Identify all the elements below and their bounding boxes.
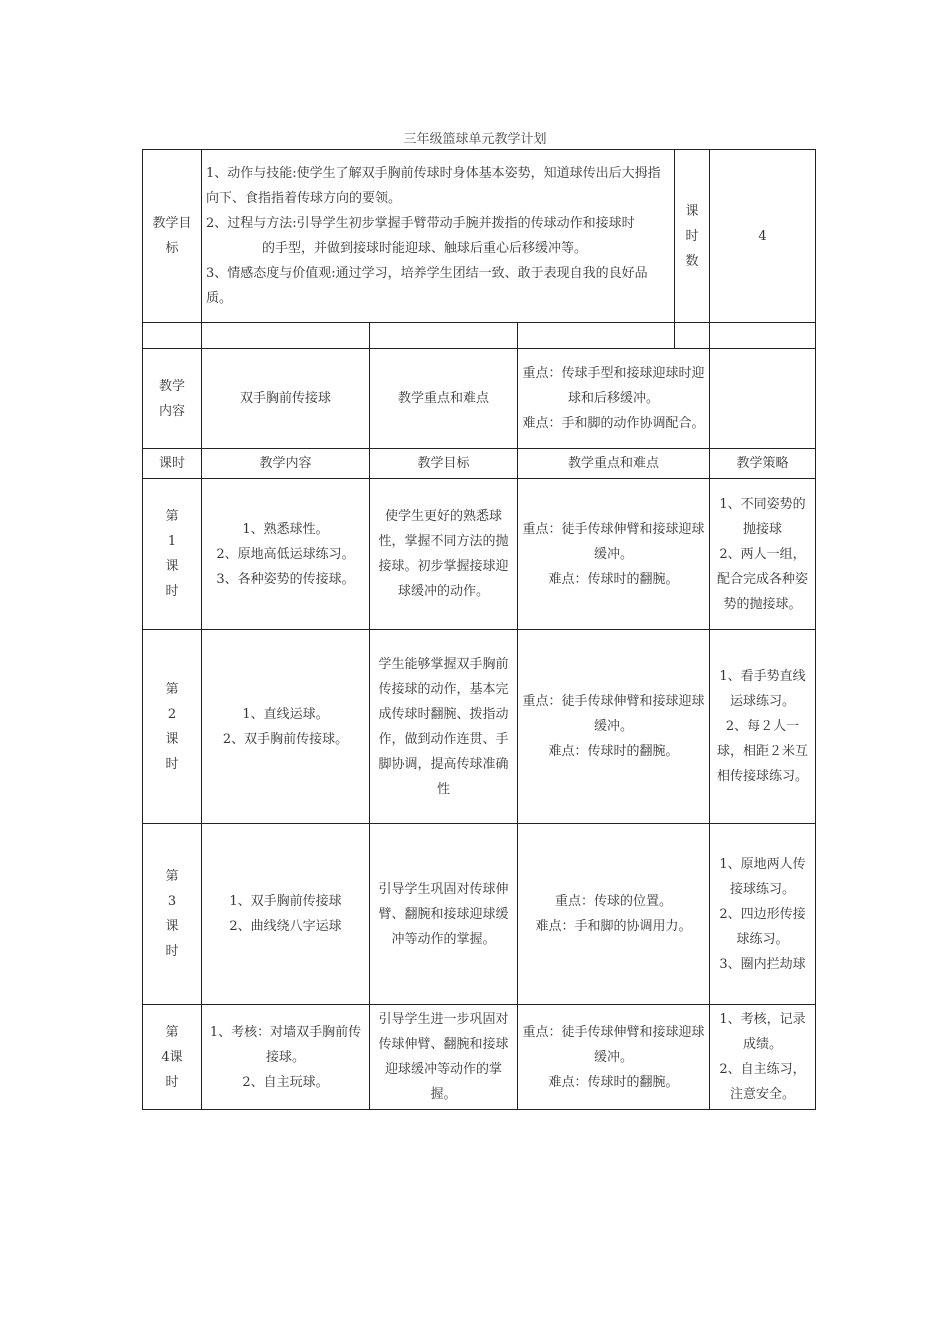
header-content: 教学内容	[202, 449, 370, 479]
lesson-key: 重点：徒手传球伸臂和接球迎球缓冲。 难点：传球时的翻腕。	[518, 1005, 710, 1110]
goals-row	[143, 150, 816, 323]
lesson-key: 重点：徒手传球伸臂和接球迎球缓冲。 难点：传球时的翻腕。	[518, 479, 710, 630]
lesson-row-3	[143, 824, 816, 1005]
goal-line-4: 3、情感态度与价值观:通过学习，培养学生团结一致、敢于表现自我的良好品质。	[206, 266, 648, 306]
lesson-content: 1、双手胸前传接球 2、曲线绕八字运球	[202, 824, 370, 1005]
header-period: 课时	[143, 449, 202, 479]
lesson-goal: 引导学生巩固对传球伸臂、翻腕和接球迎球缓冲等动作的掌握。	[370, 824, 518, 1005]
goal-line-3: 的手型，并做到接球时能迎球、触球后重心后移缓冲等。	[262, 241, 588, 256]
lesson-row-4	[143, 1005, 816, 1110]
lesson-goal: 引导学生进一步巩固对传球伸臂、翻腕和接球迎球缓冲等动作的掌握。	[370, 1005, 518, 1110]
lesson-content: 1、熟悉球性。 2、原地高低运球练习。 3、各种姿势的传接球。	[202, 479, 370, 630]
lesson-content: 1、考核：对墙双手胸前传接球。 2、自主玩球。	[202, 1005, 370, 1110]
goal-line-2: 2、过程与方法:引导学生初步掌握手臂带动手腕并拨指的传球动作和接球时	[206, 216, 635, 231]
lesson-key: 重点：徒手传球伸臂和接球迎球缓冲。 难点：传球时的翻腕。	[518, 630, 710, 824]
key-label: 教学重点和难点	[370, 349, 518, 449]
lesson-goal: 使学生更好的熟悉球性，掌握不同方法的抛接球。初步掌握接球迎球缓冲的动作。	[370, 479, 518, 630]
key-points: 重点：传球手型和接球迎球时迎球和后移缓冲。 难点：手和脚的动作协调配合。	[518, 349, 710, 449]
lesson-key: 重点：传球的位置。 难点：手和脚的协调用力。	[518, 824, 710, 1005]
spacer-row	[143, 323, 816, 349]
lesson-period: 第 1 课 时	[143, 479, 202, 630]
hours-label: 课 时 数	[675, 150, 710, 323]
content-label: 教学 内容	[143, 349, 202, 449]
hours-value: 4	[710, 150, 816, 323]
lesson-goal: 学生能够掌握双手胸前传接球的动作，基本完成传球时翻腕、拨指动作，做到动作连贯、手脚协调，提高传球准确性	[370, 630, 518, 824]
lesson-strategy: 1、原地两人传接球练习。 2、四边形传接球练习。 3、圈内拦劫球	[710, 824, 816, 1005]
teaching-plan-table	[142, 149, 816, 1110]
goals-label: 教学目标	[143, 150, 202, 323]
lesson-row-2	[143, 630, 816, 824]
lesson-strategy: 1、不同姿势的抛接球 2、两人一组，配合完成各种姿势的抛接球。	[710, 479, 816, 630]
lesson-row-1	[143, 479, 816, 630]
page-title: 三年级篮球单元教学计划	[403, 132, 547, 147]
goal-line-1: 1、动作与技能:使学生了解双手胸前传球时身体基本姿势，知道球传出后大拇指向下、食指指着传球方向的要领。	[206, 166, 661, 206]
header-strategy: 教学策略	[710, 449, 816, 479]
lesson-period: 第 3 课 时	[143, 824, 202, 1005]
header-row	[143, 449, 816, 479]
content-topic: 双手胸前传接球	[202, 349, 370, 449]
lesson-strategy: 1、看手势直线运球练习。 2、每２人一球，相距２米互相传接球练习。	[710, 630, 816, 824]
lesson-strategy: 1、考核，记录成绩。 2、自主练习，注意安全。	[710, 1005, 816, 1110]
header-key: 教学重点和难点	[518, 449, 710, 479]
lesson-content: 1、直线运球。 2、双手胸前传接球。	[202, 630, 370, 824]
content-row	[143, 349, 816, 449]
goals-text	[202, 150, 675, 323]
lesson-period: 第 2 课 时	[143, 630, 202, 824]
header-goal: 教学目标	[370, 449, 518, 479]
lesson-period: 第 4课 时	[143, 1005, 202, 1110]
